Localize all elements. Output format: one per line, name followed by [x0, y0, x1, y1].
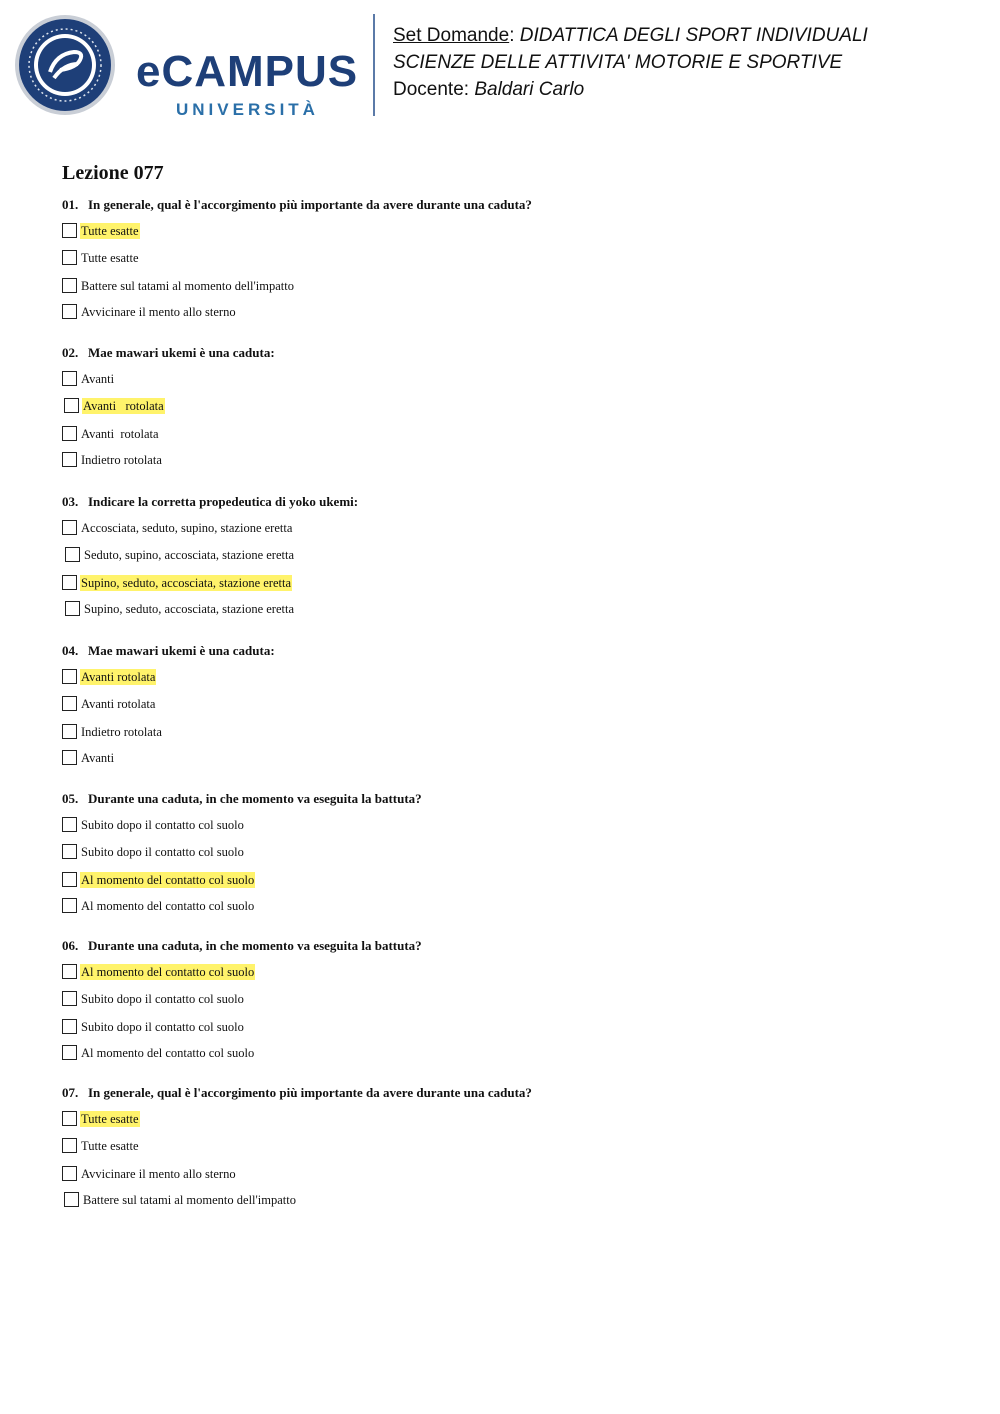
- teacher-label: Docente:: [393, 79, 470, 100]
- answer-text: Indietro rotolata: [81, 453, 162, 467]
- answer-checkbox[interactable]: [62, 1166, 77, 1181]
- answer-text: Avanti: [81, 372, 115, 386]
- question-text: In generale, qual è l'accorgimento più importante da avere durante una caduta?: [88, 1085, 532, 1100]
- answer-text-highlighted: Avanti rotolata: [81, 670, 156, 684]
- answer-checkbox[interactable]: [62, 964, 77, 979]
- question-number: 06.: [62, 938, 79, 953]
- answer-text-highlighted: Tutte esatte: [81, 224, 139, 238]
- answer-text: Avanti rotolata: [81, 427, 159, 441]
- answer-text-highlighted: Al momento del contatto col suolo: [81, 873, 255, 887]
- answer-checkbox[interactable]: [62, 1019, 77, 1034]
- answer-checkbox[interactable]: [62, 452, 77, 467]
- question-4: [62, 643, 275, 659]
- header-divider: [373, 14, 375, 116]
- answer-checkbox[interactable]: [62, 520, 77, 535]
- lesson-title: Lezione 077: [62, 162, 164, 184]
- answer-text: Tutte esatte: [81, 251, 139, 265]
- question-text: Mae mawari ukemi è una caduta:: [88, 643, 275, 658]
- answer-checkbox[interactable]: [65, 547, 80, 562]
- logo-wordmark: eCAMPUS: [136, 47, 359, 96]
- question-number: 04.: [62, 643, 79, 658]
- answer-text: Avanti rotolata: [81, 697, 156, 711]
- question-number: 02.: [62, 345, 79, 360]
- answer-checkbox[interactable]: [62, 1111, 77, 1126]
- answer-text: Tutte esatte: [81, 1139, 139, 1153]
- answer-text: Seduto, supino, accosciata, stazione eretta: [84, 548, 294, 562]
- answer-checkbox[interactable]: [62, 991, 77, 1006]
- answer-text: Subito dopo il contatto col suolo: [81, 845, 244, 859]
- answer-text: Subito dopo il contatto col suolo: [81, 818, 244, 832]
- question-text: In generale, qual è l'accorgimento più importante da avere durante una caduta?: [88, 197, 532, 212]
- question-6: [62, 938, 422, 954]
- answer-text: Avvicinare il mento allo sterno: [81, 1167, 236, 1181]
- course-line: Set Domande: DIDATTICA DEGLI SPORT INDIVIDUALI: [393, 25, 868, 46]
- answer-checkbox[interactable]: [64, 398, 79, 413]
- logo-subtitle: UNIVERSITÀ: [176, 100, 319, 119]
- teacher-name: Baldari Carlo: [474, 79, 585, 100]
- question-text: Durante una caduta, in che momento va eseguita la battuta?: [88, 791, 422, 806]
- answer-text-highlighted: Tutte esatte: [81, 1112, 139, 1126]
- answer-text: Supino, seduto, accosciata, stazione eretta: [84, 602, 294, 616]
- question-number: 07.: [62, 1085, 79, 1100]
- question-number: 05.: [62, 791, 79, 806]
- answer-checkbox[interactable]: [62, 223, 77, 238]
- answer-checkbox[interactable]: [62, 898, 77, 913]
- answer-checkbox[interactable]: [62, 844, 77, 859]
- question-text: Durante una caduta, in che momento va eseguita la battuta?: [88, 938, 422, 953]
- header-meta: [393, 22, 868, 103]
- answer-checkbox[interactable]: [62, 278, 77, 293]
- answer-checkbox[interactable]: [62, 250, 77, 265]
- answer-text: Al momento del contatto col suolo: [81, 899, 255, 913]
- answer-checkbox[interactable]: [62, 371, 77, 386]
- answer-text: Battere sul tatami al momento dell'impatto: [83, 1193, 296, 1207]
- ecampus-logo: [14, 14, 364, 119]
- answer-checkbox[interactable]: [62, 575, 77, 590]
- teacher-line: [393, 76, 868, 103]
- answer-checkbox[interactable]: [62, 724, 77, 739]
- question-2: [62, 345, 275, 361]
- answer-checkbox[interactable]: [62, 669, 77, 684]
- answer-text: Indietro rotolata: [81, 725, 162, 739]
- question-text: Indicare la corretta propedeutica di yoko ukemi:: [88, 494, 359, 509]
- page-header: [0, 0, 1000, 130]
- degree-name: SCIENZE DELLE ATTIVITA' MOTORIE E SPORTIVE: [393, 52, 843, 73]
- answer-checkbox[interactable]: [62, 1138, 77, 1153]
- answer-text: Battere sul tatami al momento dell'impatto: [81, 279, 294, 293]
- answer-text: Subito dopo il contatto col suolo: [81, 992, 244, 1006]
- answer-text-highlighted: Al momento del contatto col suolo: [81, 965, 255, 979]
- answer-text-highlighted: Supino, seduto, accosciata, stazione eretta: [81, 576, 291, 590]
- answer-checkbox[interactable]: [62, 1045, 77, 1060]
- answer-checkbox[interactable]: [64, 1192, 79, 1207]
- question-number: 01.: [62, 197, 79, 212]
- course-title: DIDATTICA DEGLI SPORT INDIVIDUALI: [519, 25, 868, 46]
- answer-text: Accosciata, seduto, supino, stazione eretta: [81, 521, 293, 535]
- answer-checkbox[interactable]: [62, 696, 77, 711]
- university-seal-icon: [14, 14, 116, 116]
- answer-text: Subito dopo il contatto col suolo: [81, 1020, 244, 1034]
- answer-checkbox[interactable]: [65, 601, 80, 616]
- answer-checkbox[interactable]: [62, 750, 77, 765]
- question-number: 03.: [62, 494, 79, 509]
- answer-checkbox[interactable]: [62, 304, 77, 319]
- question-3: [62, 494, 358, 510]
- question-text: Mae mawari ukemi è una caduta:: [88, 345, 275, 360]
- question-5: [62, 791, 422, 807]
- answer-text: Avanti: [81, 751, 115, 765]
- answer-text: Al momento del contatto col suolo: [81, 1046, 255, 1060]
- answer-checkbox[interactable]: [62, 872, 77, 887]
- answer-checkbox[interactable]: [62, 817, 77, 832]
- question-7: [62, 1085, 532, 1101]
- answer-text-highlighted: Avanti rotolata: [83, 399, 164, 413]
- answer-checkbox[interactable]: [62, 426, 77, 441]
- answer-text: Avvicinare il mento allo sterno: [81, 305, 236, 319]
- set-label: Set Domande: [393, 25, 510, 46]
- question-1: [62, 197, 532, 213]
